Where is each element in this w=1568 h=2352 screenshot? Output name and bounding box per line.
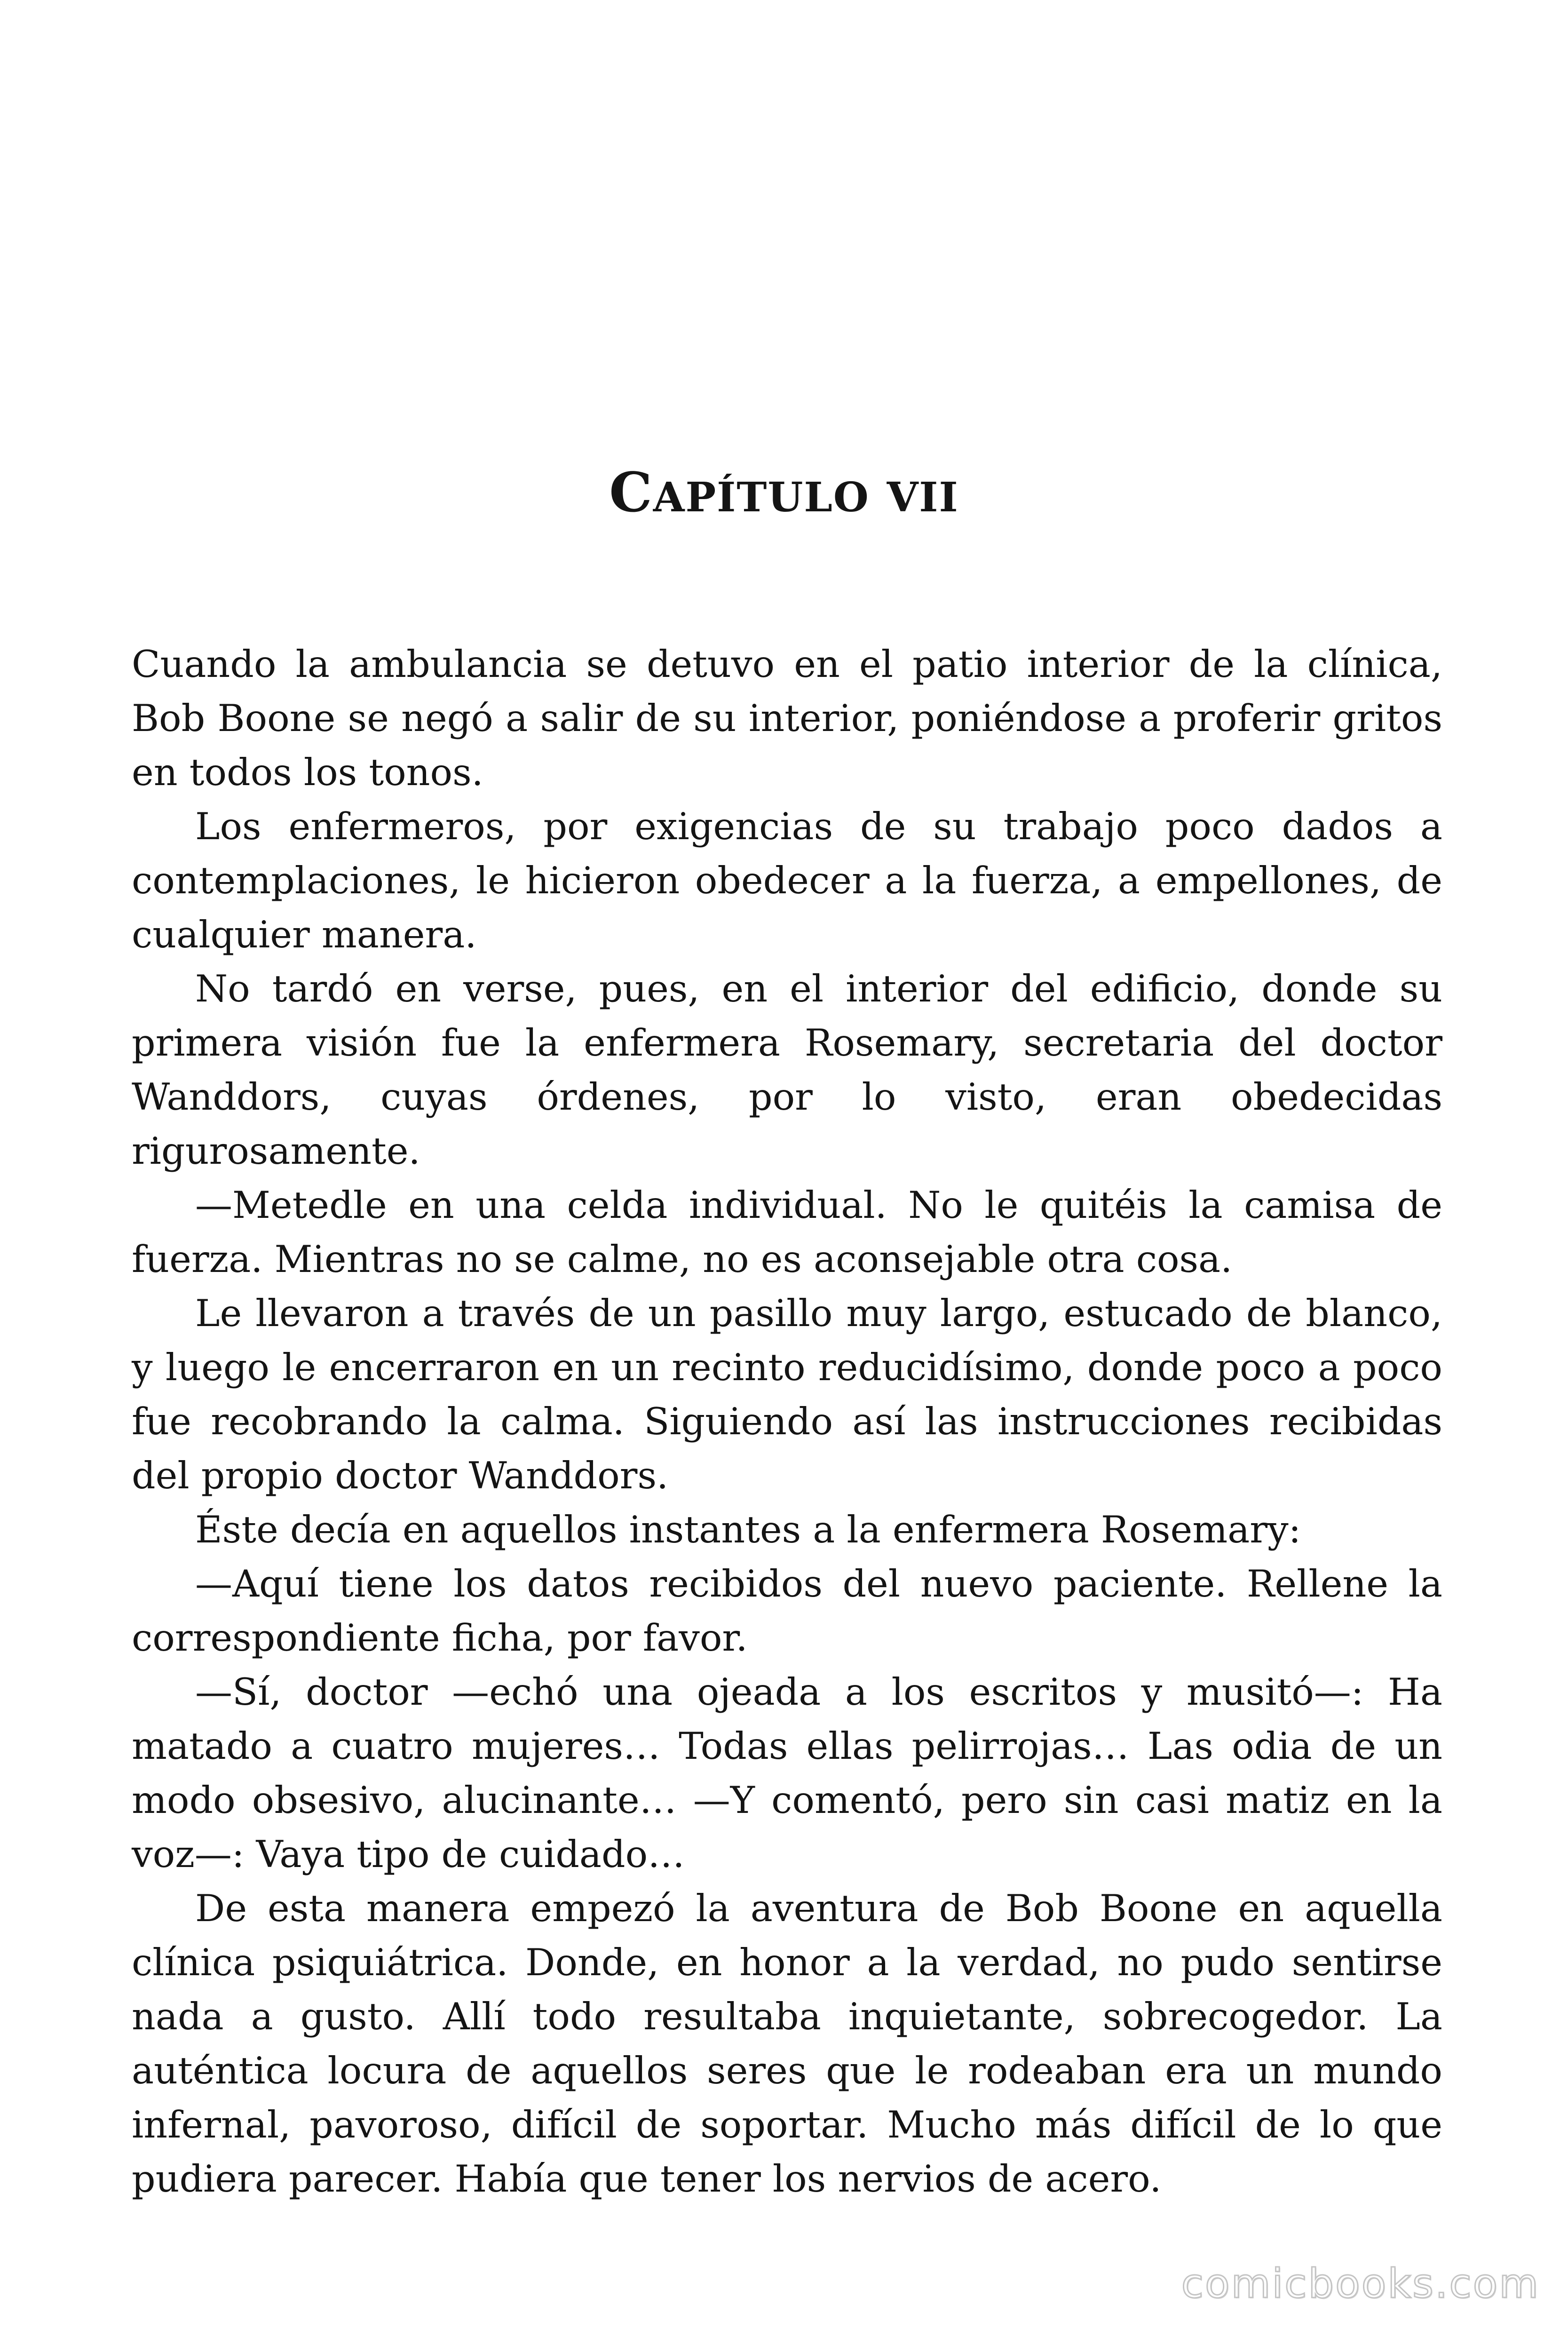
watermark: comicbooks.com [1181,2260,1540,2307]
paragraph: —Sí, doctor —echó una ojeada a los escritos y musitó—: Ha matado a cuatro mujeres… Todas ellas pelirrojas… Las odia de un modo obsesivo, alucinante… —Y comentó, pero sin casi matiz en la voz—: Vaya tipo de cuidado… [132,1670,1442,1876]
paragraph: No tardó en verse, pues, en el interior del edificio, donde su primera visión fue la enfermera Rosemary, secretaria del doctor Wanddors, cuyas órdenes, por lo visto, eran obedecidas rigurosamente. [132,967,1442,1173]
paragraph: Éste decía en aquellos instantes a la enfermera Rosemary: [195,1508,1301,1551]
paragraph: —Metedle en una celda individual. No le quitéis la camisa de fuerza. Mientras no se calme, no es aconsejable otra cosa. [132,1184,1442,1281]
paragraph: Los enfermeros, por exigencias de su trabajo poco dados a contemplaciones, le hicieron obedecer a la fuerza, a empellones, de cualquier manera. [132,805,1442,956]
paragraph: Cuando la ambulancia se detuvo en el patio interior de la clínica, Bob Boone se negó a salir de su interior, poniéndose a proferir gritos en todos los tonos. [132,643,1442,794]
chapter-title-word: APÍTULO [653,474,870,521]
chapter-title-initial: C [609,461,653,524]
paragraph: De esta manera empezó la aventura de Bob Boone en aquella clínica psiquiátrica. Donde, en honor a la verdad, no pudo sentirse nada a gusto. Allí todo resultaba inquietante, sobrecogedor. La auténtica locura de aquellos seres que le rodeaban era un mundo infernal, pavoroso, difícil de soportar. Mucho más difícil de lo que pudiera parecer. Había que tener los nervios de acero. [132,1887,1442,2201]
paragraph: Le llevaron a través de un pasillo muy largo, estucado de blanco, y luego le encerraron en un recinto reducidísimo, donde poco a poco fue recobrando la calma. Siguiendo así las instrucciones recibidas del propio doctor Wanddors. [132,1292,1442,1497]
chapter-body [132,637,1442,2206]
chapter-title [0,461,1568,524]
paragraph: —Aquí tiene los datos recibidos del nuevo paciente. Rellene la correspondiente ficha, por favor. [132,1562,1442,1660]
chapter-number: VII [887,474,959,521]
